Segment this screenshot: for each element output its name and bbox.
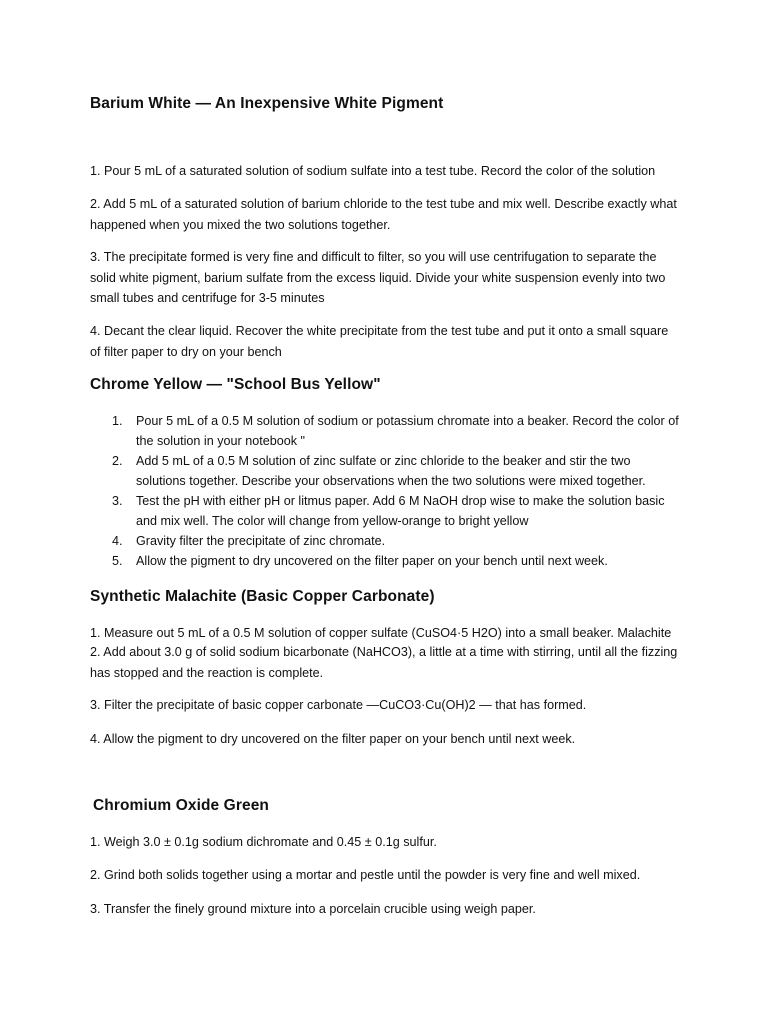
list-item-text: Test the pH with either pH or litmus paper. Add 6 M NaOH drop wise to make the solution basic and mix well. The color will change from yellow-orange to bright yellow	[136, 494, 665, 528]
section-title-chromium-oxide-green: Chromium Oxide Green	[93, 797, 269, 814]
list-item-text: Add 5 mL of a 0.5 M solution of zinc sulfate or zinc chloride to the beaker and stir the two solutions together. Describe your observations when the two solutions were mixed together.	[136, 454, 646, 488]
list-item-number: 2.	[112, 454, 123, 468]
list-item	[90, 551, 680, 571]
chromium-step-2: 2. Grind both solids together using a mortar and pestle until the powder is very fine and well mixed.	[90, 868, 641, 882]
section-title-chrome-yellow: Chrome Yellow — "School Bus Yellow"	[90, 376, 381, 393]
barium-step-4: 4. Decant the clear liquid. Recover the white precipitate from the test tube and put it onto a small square of filter paper to dry on your bench	[90, 324, 669, 359]
barium-step-3: 3. The precipitate formed is very fine and difficult to filter, so you will use centrifugation to separate the solid white pigment, barium sulfate from the excess liquid. Divide your white suspension evenly into two small tubes and centrifuge for 3-5 minutes	[90, 250, 666, 305]
barium-step-2: 2. Add 5 mL of a saturated solution of barium chloride to the test tube and mix well. Describe exactly what happened when you mixed the two solutions together.	[90, 197, 677, 232]
list-item-number: 1.	[112, 414, 123, 428]
chrome-yellow-steps	[90, 411, 680, 571]
barium-step-1: 1. Pour 5 mL of a saturated solution of sodium sulfate into a test tube. Record the color of the solution	[90, 164, 656, 178]
list-item-number: 5.	[112, 554, 123, 568]
chromium-step-1: 1. Weigh 3.0 ± 0.1g sodium dichromate and 0.45 ± 0.1g sulfur.	[90, 835, 437, 849]
malachite-step-4: 4. Allow the pigment to dry uncovered on the filter paper on your bench until next week.	[90, 732, 576, 746]
list-item-text: Pour 5 mL of a 0.5 M solution of sodium or potassium chromate into a beaker. Record the color of the solution in your notebook "	[136, 414, 679, 448]
list-item-text: Gravity filter the precipitate of zinc chromate.	[136, 534, 386, 548]
malachite-step-2: 2. Add about 3.0 g of solid sodium bicarbonate (NaHCO3), a little at a time with stirring, until all the fizzing has stopped and the reaction is complete.	[90, 645, 678, 680]
chromium-step-3: 3. Transfer the finely ground mixture into a porcelain crucible using weigh paper.	[90, 902, 536, 916]
malachite-step-3: 3. Filter the precipitate of basic copper carbonate —CuCO3·Cu(OH)2 — that has formed.	[90, 698, 587, 712]
list-item-text: Allow the pigment to dry uncovered on the filter paper on your bench until next week.	[136, 554, 608, 568]
section-title-synthetic-malachite: Synthetic Malachite (Basic Copper Carbonate)	[90, 588, 435, 605]
malachite-step-1: 1. Measure out 5 mL of a 0.5 M solution of copper sulfate (CuSO4·5 H2O) into a small beaker. Malachite	[90, 626, 672, 640]
list-item-number: 3.	[112, 494, 123, 508]
list-item	[90, 411, 680, 451]
list-item	[90, 451, 680, 491]
list-item	[90, 491, 680, 531]
list-item	[90, 531, 680, 551]
section-title-barium-white: Barium White — An Inexpensive White Pigment	[90, 95, 444, 112]
list-item-number: 4.	[112, 534, 123, 548]
